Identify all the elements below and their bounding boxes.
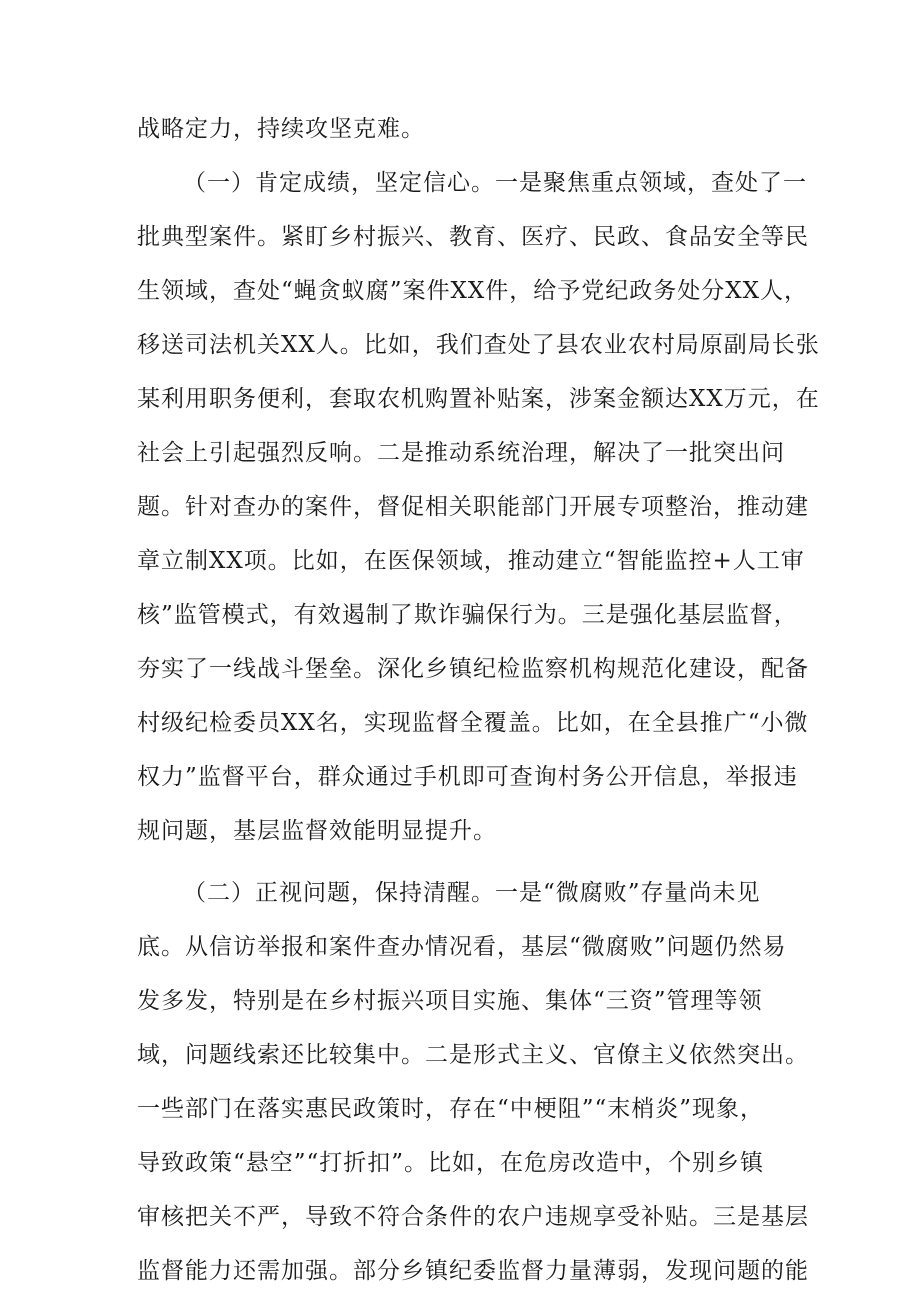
document-page: 战略定力，持续攻坚克难。 （一）肯定成绩，坚定信心。一是聚焦重点领域，查处了一 批典型案件。紧盯乡村振兴、教育、医疗、民政、食品安全等民 生领域，查处“蝇贪蚁腐”案件XX件，给予党纪政务处分XX人， 移送司法机关XX人。比如，我们查处了县农业农村局原副局长张 某利用职务便利，套取农机购置补贴案，涉案金额达XX万元，在 社会上引起强烈反响。二是推动系统治理，解决了一批突出问 题。针对查办的案件，督促相关职能部门开展专项整治，推动建 章立制XX项。比如，在医保领域，推动建立“智能监控+人工审 核”监管模式，有效遏制了欺诈骗保行为。三是强化基层监督， 夯实了一线战斗堡垒。深化乡镇纪检监察机构规范化建设，配备 村级纪检委员XX名，实现监督全覆盖。比如，在全县推广“小微 权力”监督平台，群众通过手机即可查询村务公开信息，举报违 规问题，基层监督效能明显提升。 （二）正视问题，保持清醒。一是“微腐败”存量尚未见 底。从信访举报和案件查办情况看，基层“微腐败”问题仍然易 发多发，特别是在乡村振兴项目实施、集体“三资”管理等领 域，问题线索还比较集中。二是形式主义、官僚主义依然突出。 一些部门在落实惠民政策时，存在“中梗阻”“末梢炎”现象， 导致政策“悬空”“打折扣”。比如，在危房改造中，个别乡镇 审核把关不严，导致不符合条件的农户违规享受补贴。三是基层 监督能力还需加强。部分乡镇纪委监督力量薄弱，发现问题的能 bbox=[0, 0, 920, 1301]
